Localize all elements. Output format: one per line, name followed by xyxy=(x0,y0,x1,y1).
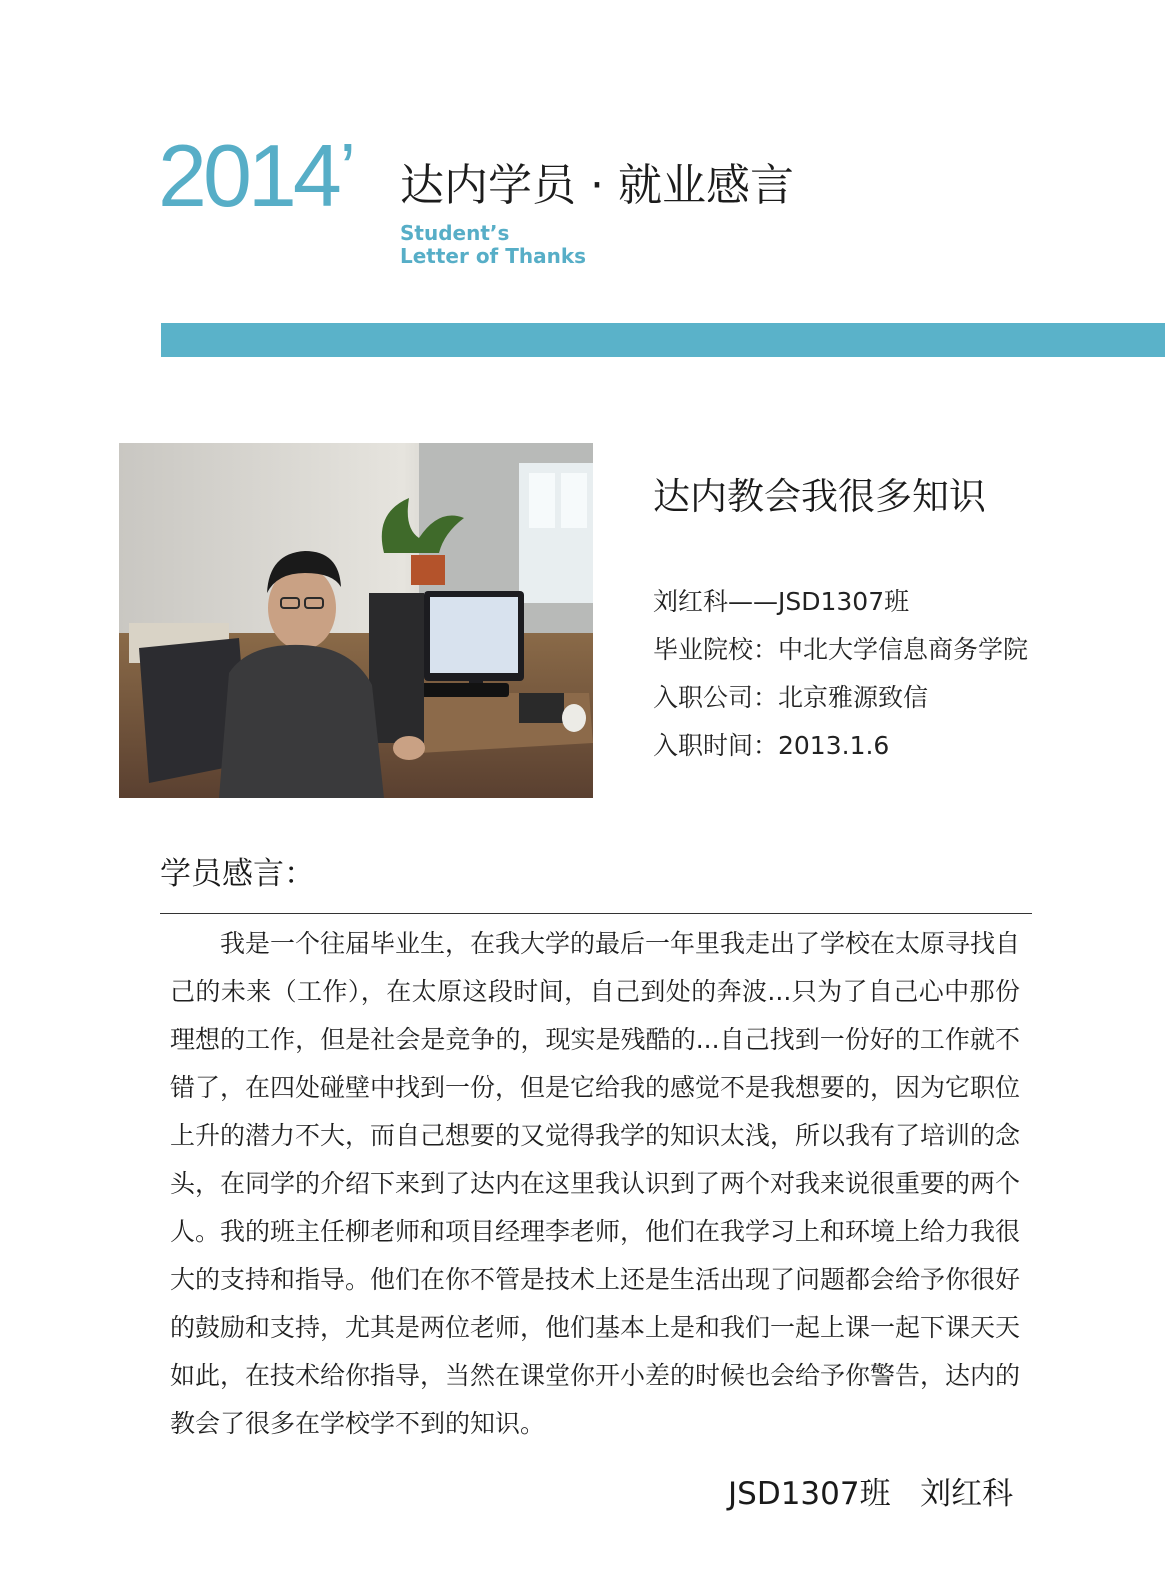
testimonial-body: 我是一个往届毕业生，在我大学的最后一年里我走出了学校在太原寻找自己的未来（工作），在太原这段时间，自己到处的奔波...只为了自己心中那份理想的工作，但是社会是竞争的，现实是残酷的...自己找到一份好的工作就不错了，在四处碰壁中找到一份，但是它给我的感觉不是我想要的，因为它职位上升的潜力不大，而自己想要的又觉得我学的知识太浅，所以我有了培训的念头，在同学的介绍下来到了达内在这里我认识到了两个对我来说很重要的两个人。我的班主任柳老师和项目经理李老师，他们在我学习上和环境上给力我很大的支持和指导。他们在你不管是技术上还是生活出现了问题都会给予你很好的鼓励和支持，尤其是两位老师，他们基本上是和我们一起上课一起下课天天如此，在技术给你指导，当然在课堂你开小差的时候也会给予你警告，达内的教会了很多在学校学不到的知识。 xyxy=(170,929,1021,1438)
header-divider-bar xyxy=(161,323,1165,357)
student-photo xyxy=(119,443,593,798)
page-title: 达内学员 · 就业感言 xyxy=(400,160,794,211)
article-title: 达内教会我很多知识 xyxy=(653,475,986,518)
subtitle-line-1: Student’s xyxy=(400,221,510,245)
year-apostrophe: ’ xyxy=(339,130,352,210)
info-company: 入职公司：北京雅源致信 xyxy=(653,683,929,712)
student-info xyxy=(653,578,1133,770)
year-text: 2014 xyxy=(158,126,338,225)
testimonial-heading: 学员感言： xyxy=(160,856,315,892)
subtitle xyxy=(400,222,660,268)
info-start-date: 入职时间：2013.1.6 xyxy=(653,731,890,760)
signature: JSD1307班 刘红科 xyxy=(728,1476,1014,1512)
subtitle-line-2: Letter of Thanks xyxy=(400,244,587,268)
year-logo xyxy=(158,126,388,226)
info-name-class: 刘红科——JSD1307班 xyxy=(653,587,910,616)
section-divider xyxy=(160,913,1032,914)
info-school: 毕业院校：中北大学信息商务学院 xyxy=(653,635,1029,664)
